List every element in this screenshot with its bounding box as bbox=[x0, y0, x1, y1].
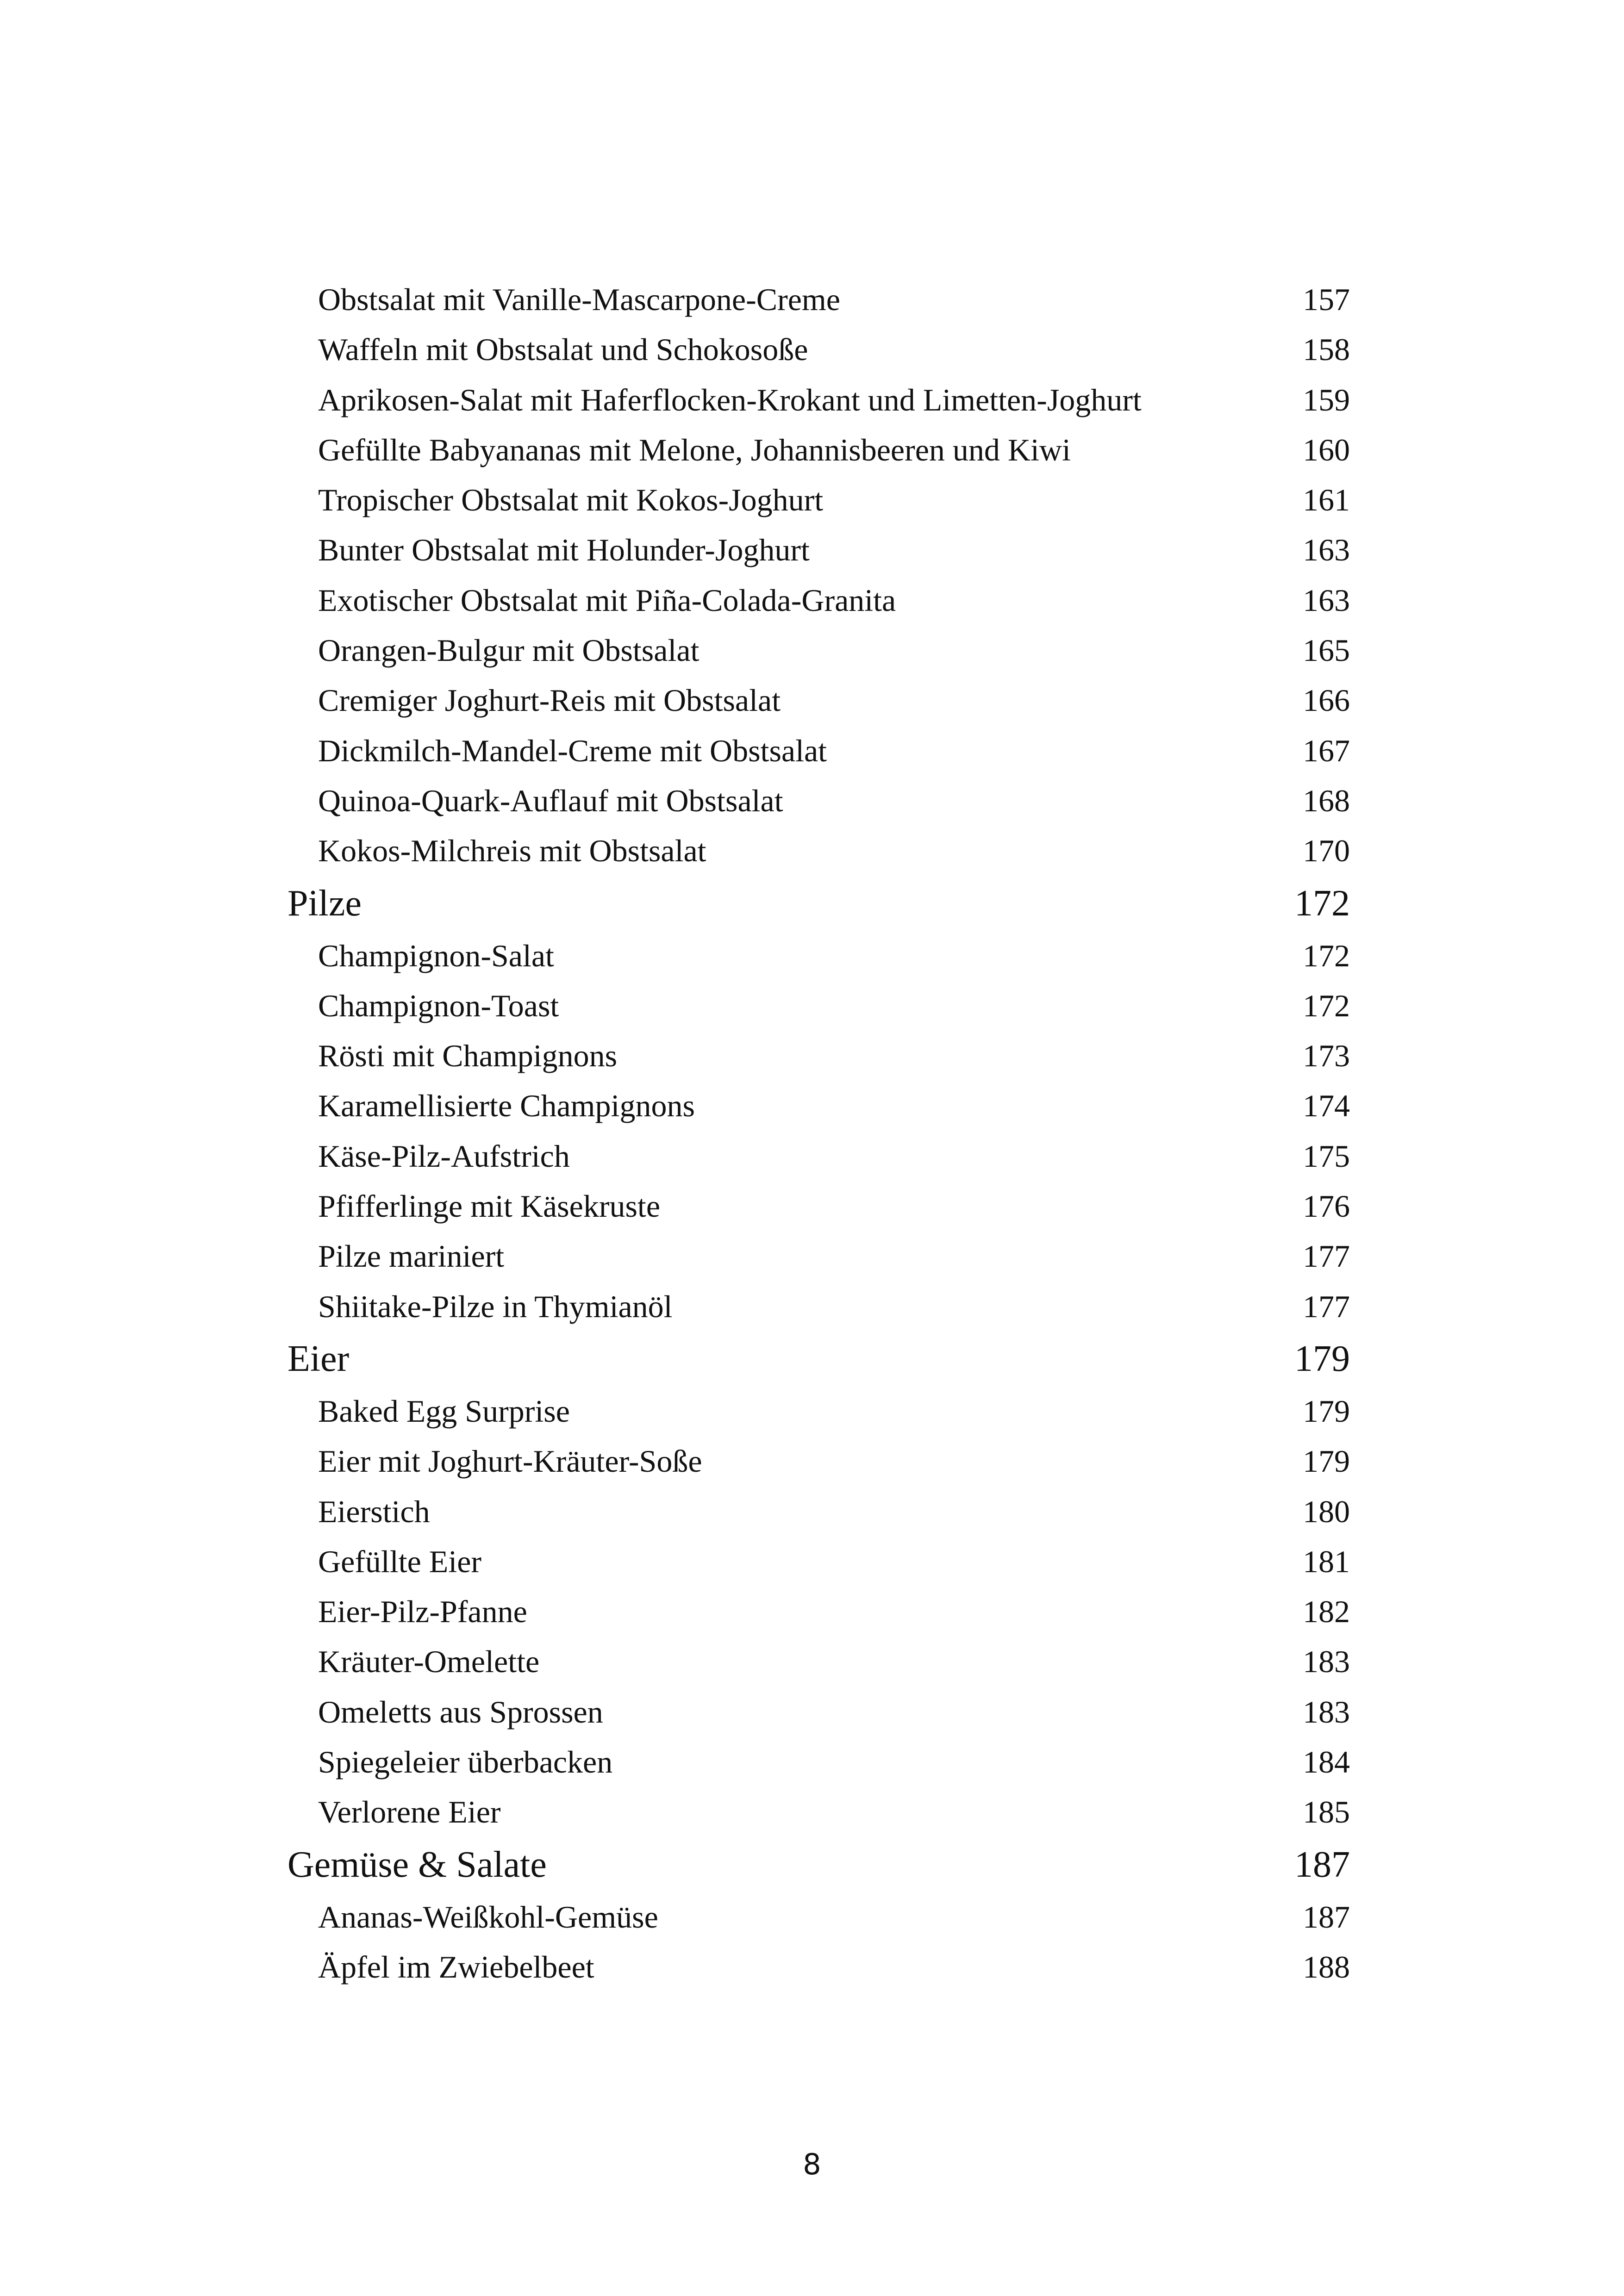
entry-title: Gefüllte Eier bbox=[318, 1543, 482, 1579]
toc-entry[interactable] bbox=[287, 475, 1350, 525]
entry-title: Gefüllte Babyananas mit Melone, Johannisbeeren und Kiwi bbox=[318, 432, 1071, 467]
entry-title: Kräuter-Omelette bbox=[318, 1644, 540, 1680]
page-reference: 163 bbox=[1303, 582, 1350, 618]
toc-entry[interactable] bbox=[287, 1181, 1350, 1231]
chapter-title: Pilze bbox=[287, 883, 362, 924]
toc-entry[interactable] bbox=[287, 931, 1350, 981]
entry-title: Quinoa-Quark-Auflauf mit Obstsalat bbox=[318, 783, 783, 818]
entry-title: Käse-Pilz-Aufstrich bbox=[318, 1138, 570, 1174]
toc-entry[interactable] bbox=[287, 1231, 1350, 1281]
entry-title: Kokos-Milchreis mit Obstsalat bbox=[318, 833, 706, 869]
entry-title: Verlorene Eier bbox=[318, 1794, 501, 1830]
toc-entry[interactable] bbox=[287, 826, 1350, 876]
entry-title: Bunter Obstsalat mit Holunder-Joghurt bbox=[318, 532, 810, 568]
entry-title: Äpfel im Zwiebelbeet bbox=[318, 1949, 594, 1985]
entry-title: Shiitake-Pilze in Thymianöl bbox=[318, 1288, 673, 1324]
entry-title: Pilze mariniert bbox=[318, 1238, 505, 1274]
toc-entry[interactable] bbox=[287, 1436, 1350, 1486]
entry-title: Champignon-Toast bbox=[318, 988, 559, 1023]
toc-entry[interactable] bbox=[287, 675, 1350, 725]
table-of-contents bbox=[287, 274, 1350, 1992]
page-reference: 163 bbox=[1303, 532, 1350, 568]
entry-title: Tropischer Obstsalat mit Kokos-Joghurt bbox=[318, 482, 824, 518]
entry-title: Orangen-Bulgur mit Obstsalat bbox=[318, 633, 700, 668]
toc-entry[interactable] bbox=[287, 1942, 1350, 1992]
page-reference: 173 bbox=[1303, 1038, 1350, 1074]
page-reference: 181 bbox=[1303, 1543, 1350, 1579]
page-reference: 177 bbox=[1303, 1288, 1350, 1324]
toc-entry[interactable] bbox=[287, 1687, 1350, 1737]
page-reference: 167 bbox=[1303, 733, 1350, 768]
page-reference: 161 bbox=[1303, 482, 1350, 518]
entry-title: Rösti mit Champignons bbox=[318, 1038, 618, 1074]
page-reference: 183 bbox=[1303, 1644, 1350, 1680]
page-reference: 159 bbox=[1303, 382, 1350, 417]
page-reference: 180 bbox=[1303, 1493, 1350, 1529]
page-reference: 170 bbox=[1303, 833, 1350, 869]
toc-entry[interactable] bbox=[287, 1081, 1350, 1131]
toc-chapter-heading[interactable] bbox=[287, 1332, 1350, 1386]
toc-chapter-heading[interactable] bbox=[287, 1837, 1350, 1892]
page-reference: 172 bbox=[1303, 988, 1350, 1023]
page-reference: 172 bbox=[1303, 938, 1350, 973]
entry-title: Baked Egg Surprise bbox=[318, 1393, 570, 1429]
toc-entry[interactable] bbox=[287, 324, 1350, 374]
page-reference: 187 bbox=[1294, 1844, 1350, 1885]
toc-entry[interactable] bbox=[287, 575, 1350, 625]
toc-entry[interactable] bbox=[287, 1787, 1350, 1837]
toc-entry[interactable] bbox=[287, 625, 1350, 675]
entry-title: Obstsalat mit Vanille-Mascarpone-Creme bbox=[318, 282, 840, 317]
chapter-title: Eier bbox=[287, 1338, 350, 1379]
toc-entry[interactable] bbox=[287, 1737, 1350, 1787]
toc-entry[interactable] bbox=[287, 1636, 1350, 1686]
toc-entry[interactable] bbox=[287, 1892, 1350, 1942]
toc-entry[interactable] bbox=[287, 726, 1350, 776]
entry-title: Pfifferlinge mit Käsekruste bbox=[318, 1188, 661, 1224]
page-reference: 179 bbox=[1303, 1444, 1350, 1479]
toc-entry[interactable] bbox=[287, 1487, 1350, 1537]
toc-entry[interactable] bbox=[287, 981, 1350, 1031]
page-reference: 175 bbox=[1303, 1138, 1350, 1174]
entry-title: Spiegeleier überbacken bbox=[318, 1744, 613, 1780]
toc-entry[interactable] bbox=[287, 274, 1350, 324]
page-reference: 168 bbox=[1303, 783, 1350, 818]
page-reference: 174 bbox=[1303, 1088, 1350, 1124]
page-reference: 182 bbox=[1303, 1594, 1350, 1630]
entry-title: Karamellisierte Champignons bbox=[318, 1088, 695, 1124]
page-reference: 172 bbox=[1294, 883, 1350, 924]
entry-title: Exotischer Obstsalat mit Piña-Colada-Granita bbox=[318, 582, 896, 618]
entry-title: Cremiger Joghurt-Reis mit Obstsalat bbox=[318, 683, 781, 718]
toc-entry[interactable] bbox=[287, 1386, 1350, 1436]
entry-title: Ananas-Weißkohl-Gemüse bbox=[318, 1899, 658, 1935]
entry-title: Omeletts aus Sprossen bbox=[318, 1694, 603, 1730]
toc-entry[interactable] bbox=[287, 776, 1350, 826]
toc-entry[interactable] bbox=[287, 1031, 1350, 1081]
toc-entry[interactable] bbox=[287, 1587, 1350, 1636]
page-number: 8 bbox=[803, 2147, 821, 2181]
page-reference: 177 bbox=[1303, 1238, 1350, 1274]
page-reference: 160 bbox=[1303, 432, 1350, 467]
toc-entry[interactable] bbox=[287, 1537, 1350, 1587]
toc-entry[interactable] bbox=[287, 375, 1350, 425]
page-reference: 184 bbox=[1303, 1744, 1350, 1780]
page-reference: 188 bbox=[1303, 1949, 1350, 1985]
page-reference: 165 bbox=[1303, 633, 1350, 668]
page-reference: 157 bbox=[1303, 282, 1350, 317]
toc-chapter-heading[interactable] bbox=[287, 876, 1350, 931]
page-reference: 166 bbox=[1303, 683, 1350, 718]
toc-entry[interactable] bbox=[287, 425, 1350, 475]
page-reference: 187 bbox=[1303, 1899, 1350, 1935]
chapter-title: Gemüse & Salate bbox=[287, 1844, 547, 1885]
entry-title: Waffeln mit Obstsalat und Schokosoße bbox=[318, 332, 808, 367]
page-reference: 179 bbox=[1294, 1338, 1350, 1379]
toc-entry[interactable] bbox=[287, 525, 1350, 575]
entry-title: Champignon-Salat bbox=[318, 938, 554, 973]
page-reference: 185 bbox=[1303, 1794, 1350, 1830]
entry-title: Aprikosen-Salat mit Haferflocken-Krokant und Limetten-Joghurt bbox=[318, 382, 1142, 417]
toc-entry[interactable] bbox=[287, 1131, 1350, 1181]
entry-title: Eierstich bbox=[318, 1493, 430, 1529]
page-reference: 179 bbox=[1303, 1393, 1350, 1429]
page-reference: 158 bbox=[1303, 332, 1350, 367]
page-reference: 183 bbox=[1303, 1694, 1350, 1730]
page-reference: 176 bbox=[1303, 1188, 1350, 1224]
entry-title: Eier-Pilz-Pfanne bbox=[318, 1594, 527, 1630]
toc-entry[interactable] bbox=[287, 1282, 1350, 1332]
entry-title: Dickmilch-Mandel-Creme mit Obstsalat bbox=[318, 733, 827, 768]
entry-title: Eier mit Joghurt-Kräuter-Soße bbox=[318, 1444, 702, 1479]
